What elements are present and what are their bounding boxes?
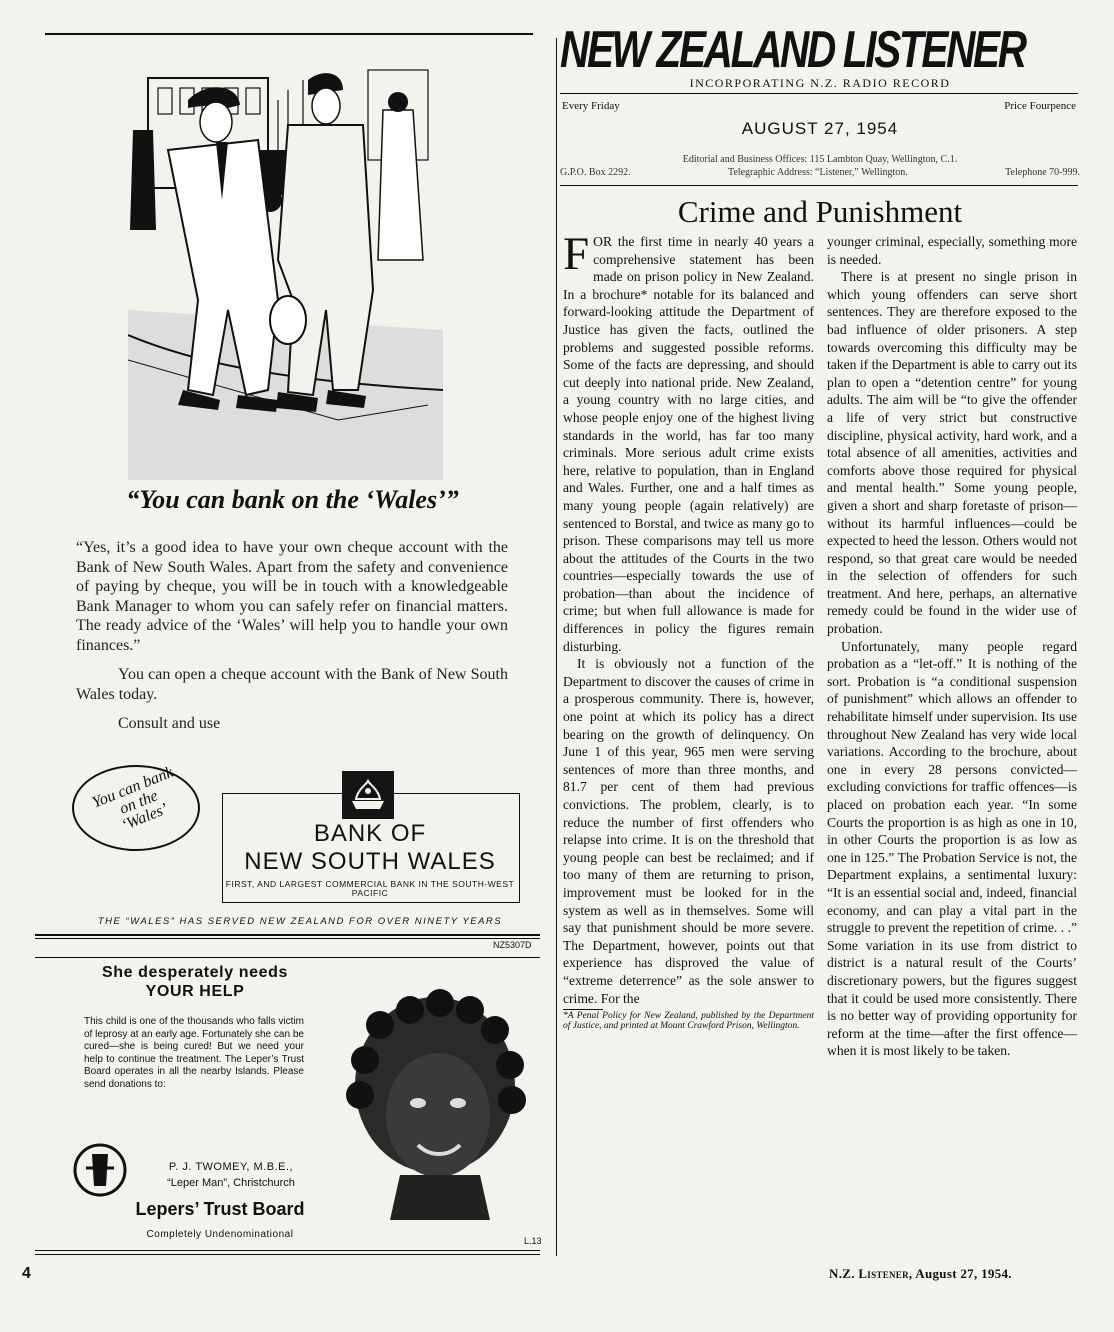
lepers-contact-name: P. J. TWOMEY, M.B.E., [168, 1161, 294, 1173]
masthead-bottom-rule [560, 185, 1078, 186]
bank-stamp [72, 765, 200, 851]
article-headline: Crime and Punishment [677, 194, 963, 229]
article-column-2 [827, 233, 1077, 1060]
top-rule [45, 33, 533, 35]
bank-bottom-rule-2 [35, 938, 540, 939]
bank-bottom-rule [35, 934, 540, 936]
column-divider [556, 38, 557, 1256]
bank-body-quote: “Yes, it’s a good idea to have your own cheque account with the Bank of New South Wales. Apart from the safety and convenience of paying by cheque, you will be in touch with a knowledgeable Bank Manager to whom you can safely refer on financial matters. The ready advice of the ‘Wales’ will help you to handle your own finances.” [76, 539, 508, 654]
bank-served-line: THE “WALES” HAS SERVED NEW ZEALAND FOR OVER NINETY YEARS [97, 916, 503, 927]
bank-body-consult: Consult and use [118, 715, 221, 732]
bank-ad-body [76, 538, 508, 744]
article-col1-para2: It is obviously not a function of the Department to discover the causes of crime in a prosperous community. There is, however, one point at which its policy has a direct bearing on the growth of delinquency. On June 1 of this year, 965 men were serving sentences of more than three months, and 81.7 per cent of them had previous convictions. The problem, clearly, is to reduce the number of first offenders who relapse into crime. It is on the threshold that young people can best be reclaimed; and if too many of them are returning to prison, improvement must be looked for in the system as well as in themselves. Some will say that punishment should be more severe. The Department, however, points out that experience has disproved the value of “extreme deterrence” as the sole answer to crime. For the [563, 656, 814, 1006]
bank-stamp-text: You can bank on the ‘Wales’ [89, 763, 176, 835]
article-footnote: *A Penal Policy for New Zealand, published by the Department of Justice, and printed at Mount Crawford Prison, Wellington. [563, 1011, 814, 1032]
article-col2-para2: There is at present no single prison in which young offenders can serve short sentences. They are therefore exposed to the bad influence of older prisoners. A step towards overcoming this difficulty may be taken if the Department is able to carry out its plan to open a “detention centre” for young adults. The aim will be “to give the offender a life of very strict but constructive discipline, physical activity, hard work, and a total absence of all amenities, activities and comforts above those required for physical and mental health.” Some young people, given a short and sharp foretaste of prison—without its harmful influences—could be expected to heed the lesson. Others would not respond, so that great care would be needed in the selection of offenders for such treatment. And here, perhaps, an alternative remedy could be found in the wider use of probation. [827, 269, 1077, 637]
masthead-rule [560, 93, 1078, 94]
masthead-price: Price Fourpence [1004, 100, 1076, 112]
lepers-title-line1: She desperately needs [101, 964, 288, 981]
offices-address: Editorial and Business Offices: 115 Lambton Quay, Wellington, C.1. [682, 154, 958, 165]
masthead-subtitle: INCORPORATING N.Z. RADIO RECORD [689, 76, 951, 90]
footer-right: , August 27, 1954. [908, 1266, 1012, 1281]
article-col1-para1-text: OR the first time in nearly 40 years a comprehensive statement has been made on prison policy in New Zealand. In a brochure* notable for its balanced and forward-looking attitude the Department of Justice has given the facts, outlined the problems and suggested possible reforms. Some of the facts are depressing, and should cut deeply into national pride. New Zealand, a young country with no large cities, and whose people enjoy one of the highest living standards in the world, has far too many criminals. More serious adult crime exists here, relative to population, than in England and Wales. Further, one and a half times as many young people (again relatively) are sentenced to Borstal, and twice as many go to prison. These comparisons may tell us more about the attitudes of the Courts in the two countries—especially towards the use of probation—than about the incidence of crime; but when full allowance is made for differences in policy the figures remain disturbing. [563, 234, 814, 654]
lepers-top-rule [35, 957, 540, 958]
bank-slogan: “You can bank on the ‘Wales’” [126, 485, 459, 514]
lepers-contact-place: “Leper Man”, Christchurch [167, 1177, 295, 1189]
article-col1-para1 [563, 228, 814, 655]
bank-crest-icon [342, 771, 394, 819]
masthead-date: AUGUST 27, 1954 [741, 119, 899, 138]
page-number: 4 [22, 1265, 31, 1282]
lepers-title [70, 963, 320, 1001]
offices-telephone: Telephone 70-999. [1005, 167, 1080, 178]
child-portrait [340, 985, 530, 1220]
footnote-rule [563, 1009, 603, 1010]
footer-running-head [829, 1266, 1012, 1282]
article-dropcap: F [563, 228, 590, 280]
article-col2-para1: younger criminal, especially, something more is needed. [827, 234, 1077, 267]
lepers-note: Completely Undenominational [146, 1229, 294, 1240]
lepers-bottom-rule [35, 1250, 540, 1251]
masthead-offices [560, 153, 1080, 179]
footer-mid: Listener [858, 1266, 909, 1281]
article-column-1 [563, 228, 814, 1032]
offices-telegraphic: Telegraphic Address: “Listener,” Wellington. [727, 167, 908, 178]
bank-body-open: You can open a cheque account with the Bank of New South Wales today. [76, 666, 508, 703]
bank-ad-code: NZ5307D [493, 940, 532, 950]
article-col2-para3: Unfortunately, many people regard probation as a “let-off.” It is nothing of the sort. Probation is “a conditional suspension of punishment” which allows an offender to rehabilitate himself under supervision. Its use throughout New Zealand has very wide local variations. According to the brochure, about one in every 28 persons convicted—excluding convictions for traffic offences—is placed on probation each year. “In some Courts the proportion is as high as one in 10, in other Courts the proportion is as low as one in 125.” The Probation Service is not, the Department explains, a sentimental luxury: “It is an essential social and, indeed, financial economy, and can play a vital part in the struggle to prevent the repetition of crime. . .” Some variation in its use from district to district is a natural result of the Courts’ discretionary powers, but the figures suggest that it could be used more consistently. There is no better way of providing opportunity for reform at the time—after the first offence—when it is most likely to be taken. [827, 638, 1077, 1059]
bank-name-line2: NEW SOUTH WALES [244, 848, 496, 875]
masthead-title: NEW ZEALAND LISTENER [560, 21, 1025, 79]
lepers-ad-code: L.13 [524, 1236, 542, 1246]
masthead-frequency: Every Friday [562, 100, 620, 112]
lepers-org: Lepers’ Trust Board [135, 1199, 305, 1219]
bank-name-line1: BANK OF [313, 820, 427, 847]
lepers-emblem-icon [72, 1142, 128, 1198]
footer-left: N.Z. [829, 1266, 859, 1281]
offices-po-box: G.P.O. Box 2292. [560, 167, 631, 178]
bank-illustration [128, 60, 443, 480]
lepers-body: This child is one of the thousands who falls victim of leprosy at an early age. Fortunately she can be cured—she is being cured! But we need your help to continue the treatment. The Leper’s Trust Board operates in all the nearby Islands. Please send donations to: [84, 1016, 304, 1090]
lepers-title-line2: YOUR HELP [145, 983, 245, 1000]
bank-tagline: FIRST, AND LARGEST COMMERCIAL BANK IN THE SOUTH-WEST PACIFIC [225, 879, 515, 898]
lepers-bottom-rule-2 [35, 1254, 540, 1255]
